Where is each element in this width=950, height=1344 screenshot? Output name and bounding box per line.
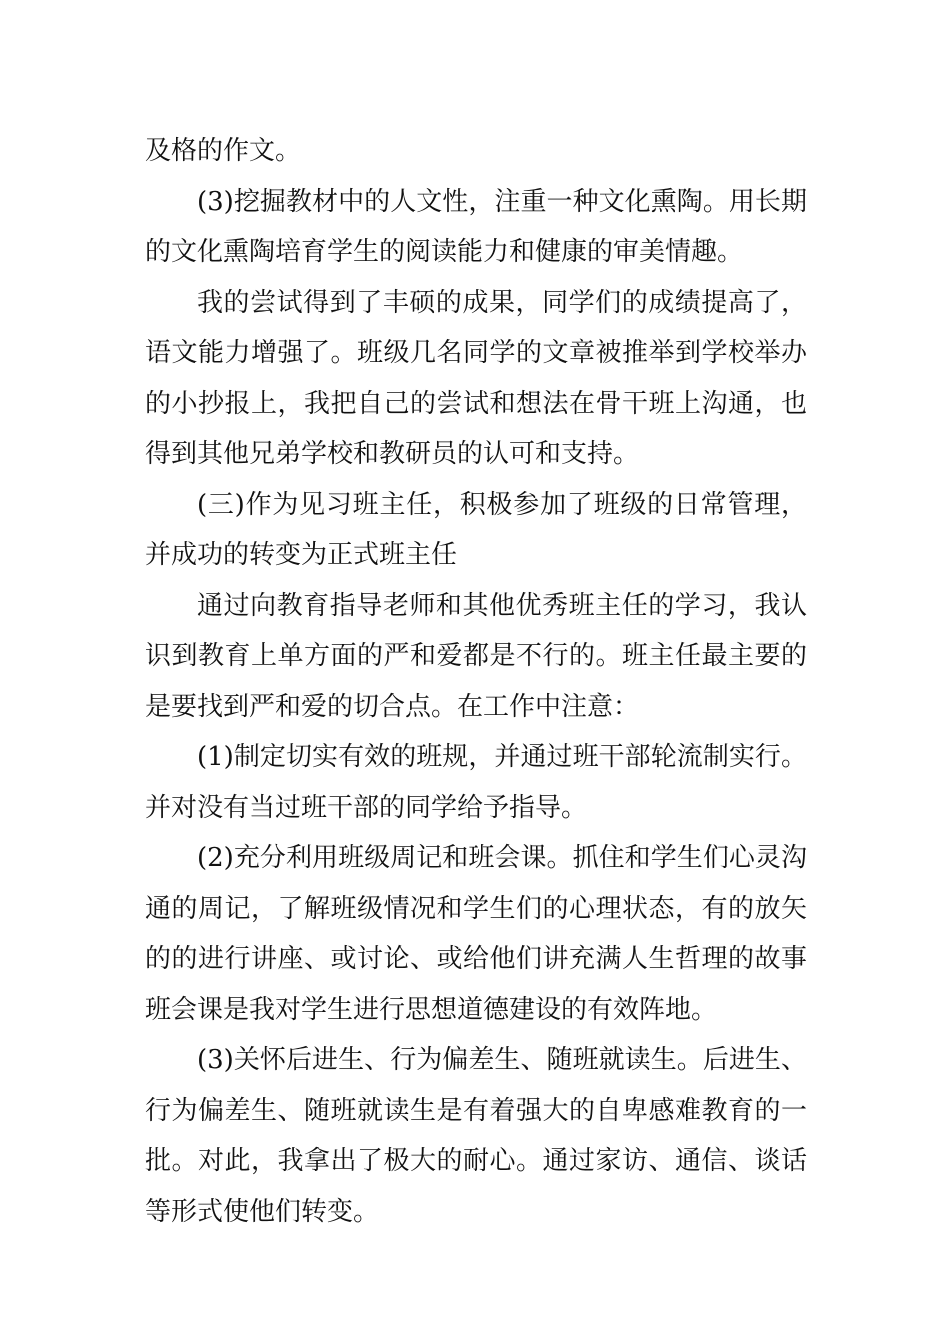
paragraph-results: 我的尝试得到了丰硕的成果，同学们的成绩提高了，语文能力增强了。班级几名同学的文章被推举到学校举办的小抄报上，我把自己的尝试和想法在骨干班上沟通，也得到其他兄弟学校和教研员的认可和支持。 — [145, 287, 807, 469]
paragraph-item-2-journal: (2)充分利用班级周记和班会课。抓住和学生们心灵沟通的周记，了解班级情况和学生们的心理状态，有的放矢的的进行讲座、或讨论、或给他们讲充满人生哲理的故事班会课是我对学生进行思想道德建设的有效阵地。 — [145, 843, 807, 1025]
paragraph-item-1-rules: (1)制定切实有效的班规，并通过班干部轮流制实行。并对没有当过班干部的同学给予指导。 — [145, 742, 807, 823]
body-text — [145, 126, 807, 1237]
paragraph-item-3-care: (3)关怀后进生、行为偏差生、随班就读生。后进生、行为偏差生、随班就读生是有着强大的自卑感难教育的一批。对此，我拿出了极大的耐心。通过家访、通信、谈话等形式使他们转变。 — [145, 1045, 807, 1227]
paragraph-learning: 通过向教育指导老师和其他优秀班主任的学习，我认识到教育上单方面的严和爱都是不行的。班主任最主要的是要找到严和爱的切合点。在工作中注意： — [145, 590, 807, 722]
section-heading-class-teacher: (三)作为见习班主任，积极参加了班级的日常管理，并成功的转变为正式班主任 — [145, 489, 807, 570]
paragraph-item-3-humanities: (3)挖掘教材中的人文性，注重一种文化熏陶。用长期的文化熏陶培育学生的阅读能力和健康的审美情趣。 — [145, 186, 807, 267]
paragraph-continuation: 及格的作文。 — [145, 136, 302, 166]
